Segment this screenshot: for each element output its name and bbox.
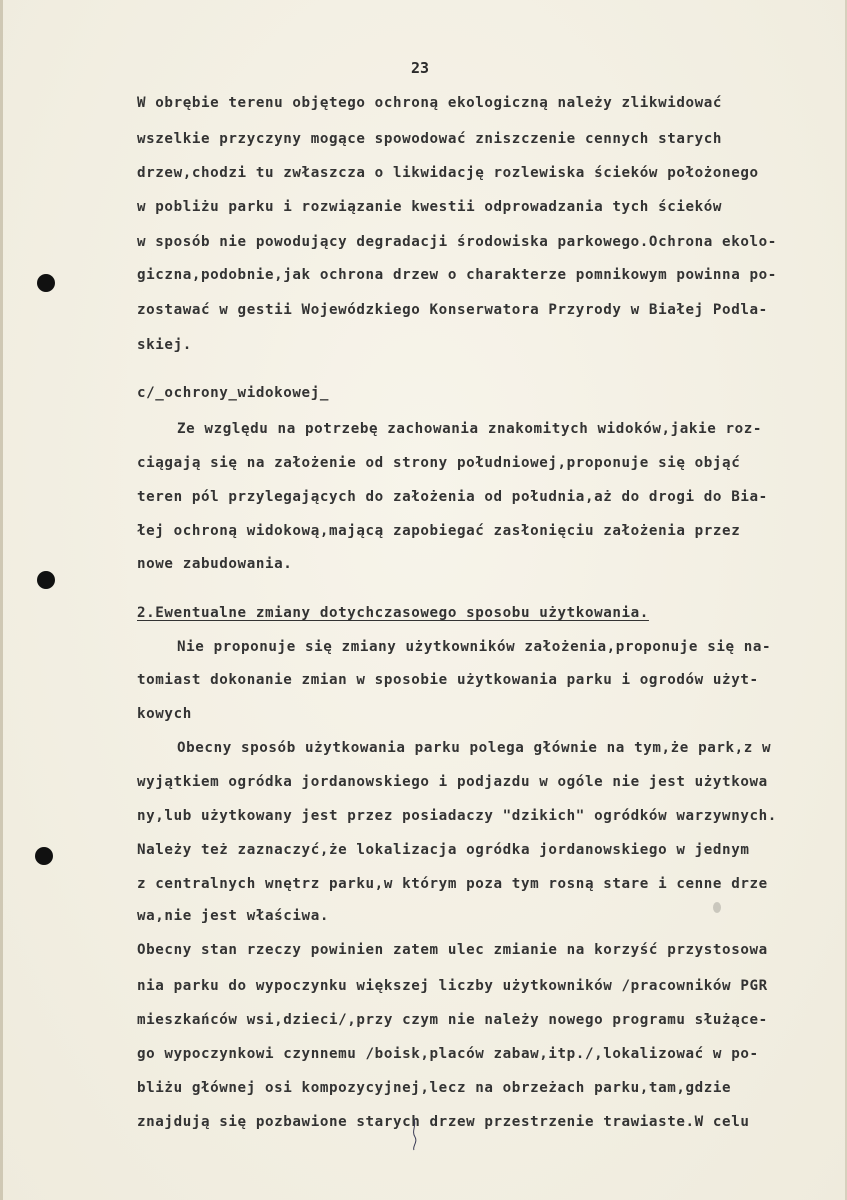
text-line: Obecny stan rzeczy powinien zatem ulec zmianie na korzyść przystosowa [137,942,768,958]
ink-smudge [713,902,721,913]
text-line: skiej. [137,337,192,353]
text-line: wszelkie przyczyny mogące spowodować zniszczenie cennych starych [137,131,723,147]
text-line: w sposób nie powodujący degradacji środowiska parkowego.Ochrona ekolo- [137,234,777,250]
text-line: znajdują się pozbawione starych drzew przestrzenie trawiaste.W celu [137,1114,750,1130]
text-line: ciągają się na założenie od strony południowej,proponuje się objąć [137,455,741,471]
text-line: bliżu głównej osi kompozycyjnej,lecz na obrzeżach parku,tam,gdzie [137,1080,732,1096]
text-line: teren pól przylegających do założenia od południa,aż do drogi do Bia- [137,489,768,505]
text-line: w pobliżu parku i rozwiązanie kwestii odprowadzania tych ścieków [137,199,723,215]
text-line: drzew,chodzi tu zwłaszcza o likwidację rozlewiska ścieków położonego [137,165,759,181]
page-edge-left [0,0,3,1200]
text-line: z centralnych wnętrz parku,w którym poza tym rosną stare i cenne drze [137,876,768,892]
text-line: mieszkańców wsi,dzieci/,przy czym nie należy nowego programu służące- [137,1012,768,1028]
text-line: tomiast dokonanie zmian w sposobie użytkowania parku i ogrodów użyt- [137,672,759,688]
text-line: łej ochroną widokową,mającą zapobiegać zasłonięciu założenia przez [137,523,741,539]
text-line: zostawać w gestii Wojewódzkiego Konserwatora Przyrody w Białej Podla- [137,302,768,318]
text-line: nowe zabudowania. [137,556,293,572]
text-line: Ze względu na potrzebę zachowania znakomitych widoków,jakie roz- [177,421,763,437]
text-line: Obecny sposób użytkowania parku polega głównie na tym,że park,z w [177,740,772,756]
text-line: Należy też zaznaczyć,że lokalizacja ogródka jordanowskiego w jednym [137,842,750,858]
text-line: W obrębie terenu objętego ochroną ekologiczną należy zlikwidować [137,95,723,111]
section-heading-c: c/_ochrony_widokowej_ [137,385,329,401]
text-line: nia parku do wypoczynku większej liczby użytkowników /pracowników PGR [137,978,768,994]
pen-mark-icon [409,1117,419,1151]
punch-hole-middle [37,571,55,589]
text-line: giczna,podobnie,jak ochrona drzew o charakterze pomnikowym powinna po- [137,267,777,283]
text-line: wyjątkiem ogródka jordanowskiego i podjazdu w ogóle nie jest użytkowa [137,774,768,790]
punch-hole-bottom [35,847,53,865]
text-line: Nie proponuje się zmiany użytkowników założenia,proponuje się na- [177,639,772,655]
text-line: wa,nie jest właściwa. [137,908,329,924]
text-line: ny,lub użytkowany jest przez posiadaczy "dzikich" ogródków warzywnych. [137,808,777,824]
punch-hole-top [37,274,55,292]
section-heading-2: 2.Ewentualne zmiany dotychczasowego sposobu użytkowania. [137,605,649,621]
text-line: go wypoczynkowi czynnemu /boisk,placów zabaw,itp./,lokalizować w po- [137,1046,759,1062]
page-number: 23 [411,59,430,77]
text-line: kowych [137,706,192,722]
